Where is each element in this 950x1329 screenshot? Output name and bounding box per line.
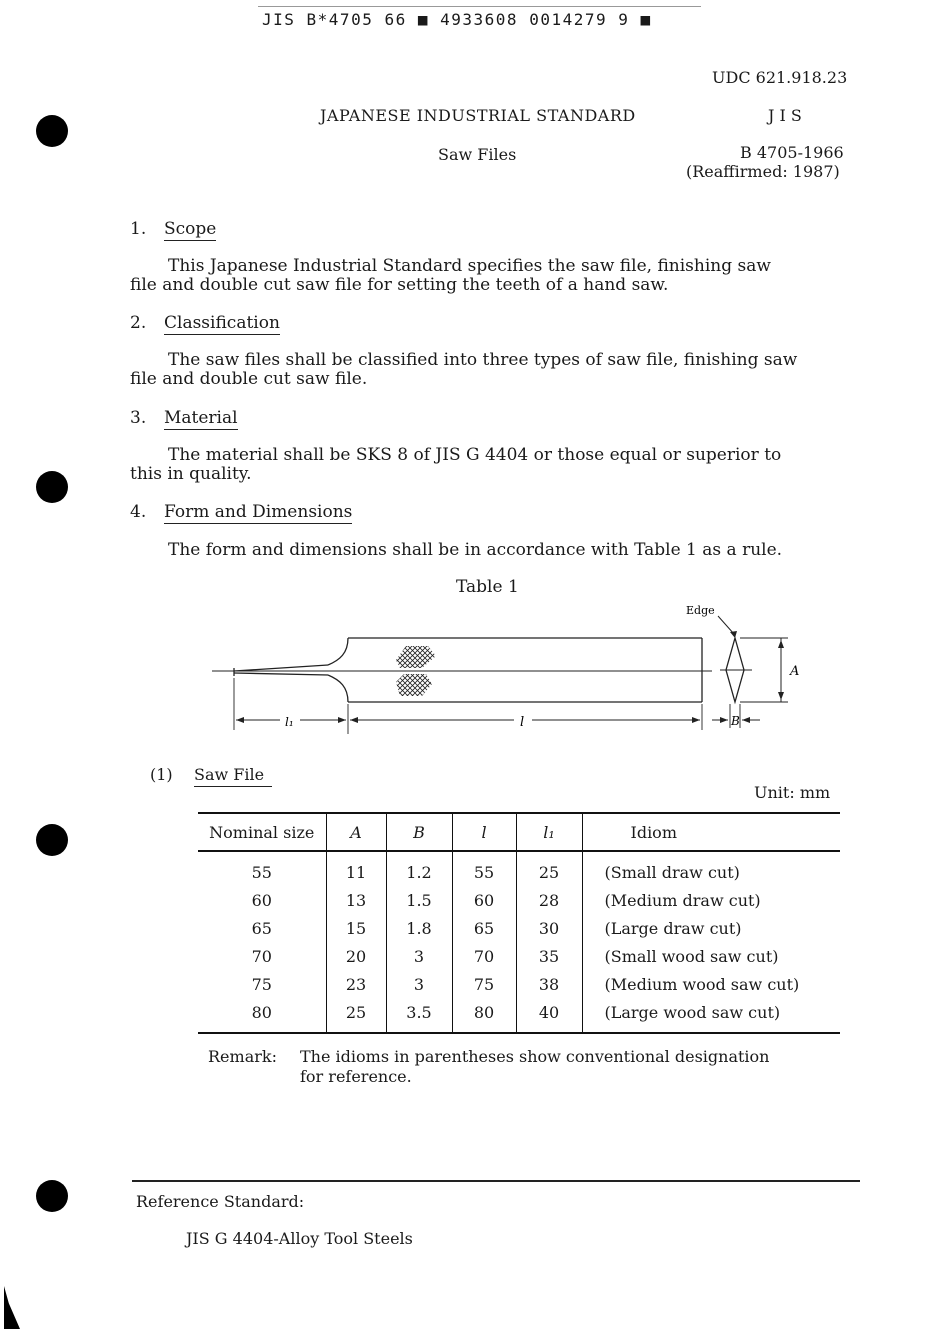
section-4-body-line1: The form and dimensions shall be in accordance with Table 1 as a rule. (168, 540, 783, 560)
cell-l1: 38 (516, 970, 582, 998)
a-label: A (790, 664, 800, 679)
cell-nominal-size: 60 (198, 886, 326, 914)
punch-hole-4 (36, 1180, 68, 1212)
cell-l: 80 (452, 998, 516, 1033)
table-row (198, 998, 840, 1033)
tooth-pattern-lower (396, 674, 432, 696)
scan-edge-artifact (4, 1286, 20, 1329)
file-outline (212, 616, 788, 734)
doc-title: Saw Files (438, 145, 517, 164)
cell-l1: 25 (516, 851, 582, 886)
header-l: l (452, 813, 516, 851)
cell-idiom: (Small wood saw cut) (604, 946, 779, 966)
cell-a: 23 (326, 970, 386, 998)
cell-l: 75 (452, 970, 516, 998)
table-caption: Table 1 (456, 577, 519, 597)
cell-l1: 35 (516, 942, 582, 970)
cell-a: 11 (326, 851, 386, 886)
dimensions-table (198, 812, 840, 1034)
cell-idiom: (Small draw cut) (604, 862, 740, 882)
edge-label: Edge (686, 604, 715, 617)
table-header-row (198, 813, 840, 851)
cell-nominal-size: 80 (198, 998, 326, 1033)
cell-l: 60 (452, 886, 516, 914)
section-3-body-line1: The material shall be SKS 8 of JIS G 4404 or those equal or superior to (168, 445, 782, 465)
reference-label: Reference Standard: (136, 1192, 305, 1211)
remark-line-1: The idioms in parentheses show conventional designation (300, 1047, 770, 1066)
l-label: l (520, 715, 525, 730)
cell-a: 20 (326, 942, 386, 970)
header-idiom: Idiom (630, 822, 677, 842)
header-rule (258, 6, 701, 7)
cell-b: 3 (386, 970, 452, 998)
header-a: A (326, 813, 386, 851)
cell-l: 65 (452, 914, 516, 942)
doc-number: B 4705-1966 (740, 143, 844, 162)
punch-hole-2 (36, 471, 68, 503)
section-2-body-line1: The saw files shall be classified into three types of saw file, finishing saw (168, 350, 798, 370)
tooth-pattern-upper (396, 646, 436, 668)
cell-l1: 28 (516, 886, 582, 914)
cell-a: 15 (326, 914, 386, 942)
jis-label: J I S (768, 106, 802, 125)
b-label: B (731, 714, 740, 728)
punch-hole-3 (36, 824, 68, 856)
section-1-body-line1: This Japanese Industrial Standard specifies the saw file, finishing saw (168, 256, 771, 276)
header-code: JIS B*4705 66 ■ 4933608 0014279 9 ■ (262, 10, 652, 29)
udc-code: UDC 621.918.23 (712, 68, 848, 87)
cell-b: 1.2 (386, 851, 452, 886)
section-4-title: Form and Dimensions (164, 502, 353, 522)
table-row (198, 886, 840, 914)
subsection-number: (1) (150, 765, 173, 784)
reaffirmed: (Reaffirmed: 1987) (686, 162, 840, 181)
section-3-number: 3. (130, 408, 147, 428)
header-b: B (386, 813, 452, 851)
header-l1: l₁ (516, 813, 582, 851)
cell-a: 13 (326, 886, 386, 914)
cell-b: 1.5 (386, 886, 452, 914)
section-1-title: Scope (164, 219, 217, 239)
cell-nominal-size: 55 (198, 851, 326, 886)
table-row (198, 914, 840, 942)
section-2-number: 2. (130, 313, 147, 333)
cell-b: 3.5 (386, 998, 452, 1033)
section-3-title: Material (164, 408, 238, 428)
remark-label: Remark: (208, 1047, 277, 1066)
section-3-body-line2: this in quality. (130, 464, 252, 484)
remark-line-2: for reference. (300, 1067, 412, 1086)
cell-idiom: (Medium draw cut) (604, 890, 761, 910)
reference-rule (132, 1180, 860, 1182)
cell-idiom: (Large draw cut) (604, 918, 742, 938)
punch-hole-1 (36, 115, 68, 147)
cell-idiom: (Large wood saw cut) (604, 1002, 781, 1022)
table-row (198, 970, 840, 998)
cell-b: 1.8 (386, 914, 452, 942)
l1-label: l₁ (285, 715, 294, 729)
table-row (198, 942, 840, 970)
unit-label: Unit: mm (754, 783, 831, 802)
subsection-title: Saw File (194, 765, 272, 787)
section-1-number: 1. (130, 219, 147, 239)
cell-l1: 30 (516, 914, 582, 942)
cell-l1: 40 (516, 998, 582, 1033)
cell-a: 25 (326, 998, 386, 1033)
section-2-title: Classification (164, 313, 280, 333)
header-nominal-size: Nominal size (198, 813, 326, 851)
cell-nominal-size: 70 (198, 942, 326, 970)
cell-l: 55 (452, 851, 516, 886)
cell-l: 70 (452, 942, 516, 970)
section-4-number: 4. (130, 502, 147, 522)
reference-item: JIS G 4404-Alloy Tool Steels (186, 1229, 413, 1248)
standard-title: JAPANESE INDUSTRIAL STANDARD (320, 106, 636, 125)
cell-nominal-size: 75 (198, 970, 326, 998)
section-1-body-line2: file and double cut saw file for setting the teeth of a hand saw. (130, 275, 669, 295)
saw-file-drawing (200, 598, 820, 748)
cell-nominal-size: 65 (198, 914, 326, 942)
cell-idiom: (Medium wood saw cut) (604, 974, 800, 994)
section-2-body-line2: file and double cut saw file. (130, 369, 368, 389)
cell-b: 3 (386, 942, 452, 970)
table-row (198, 851, 840, 886)
